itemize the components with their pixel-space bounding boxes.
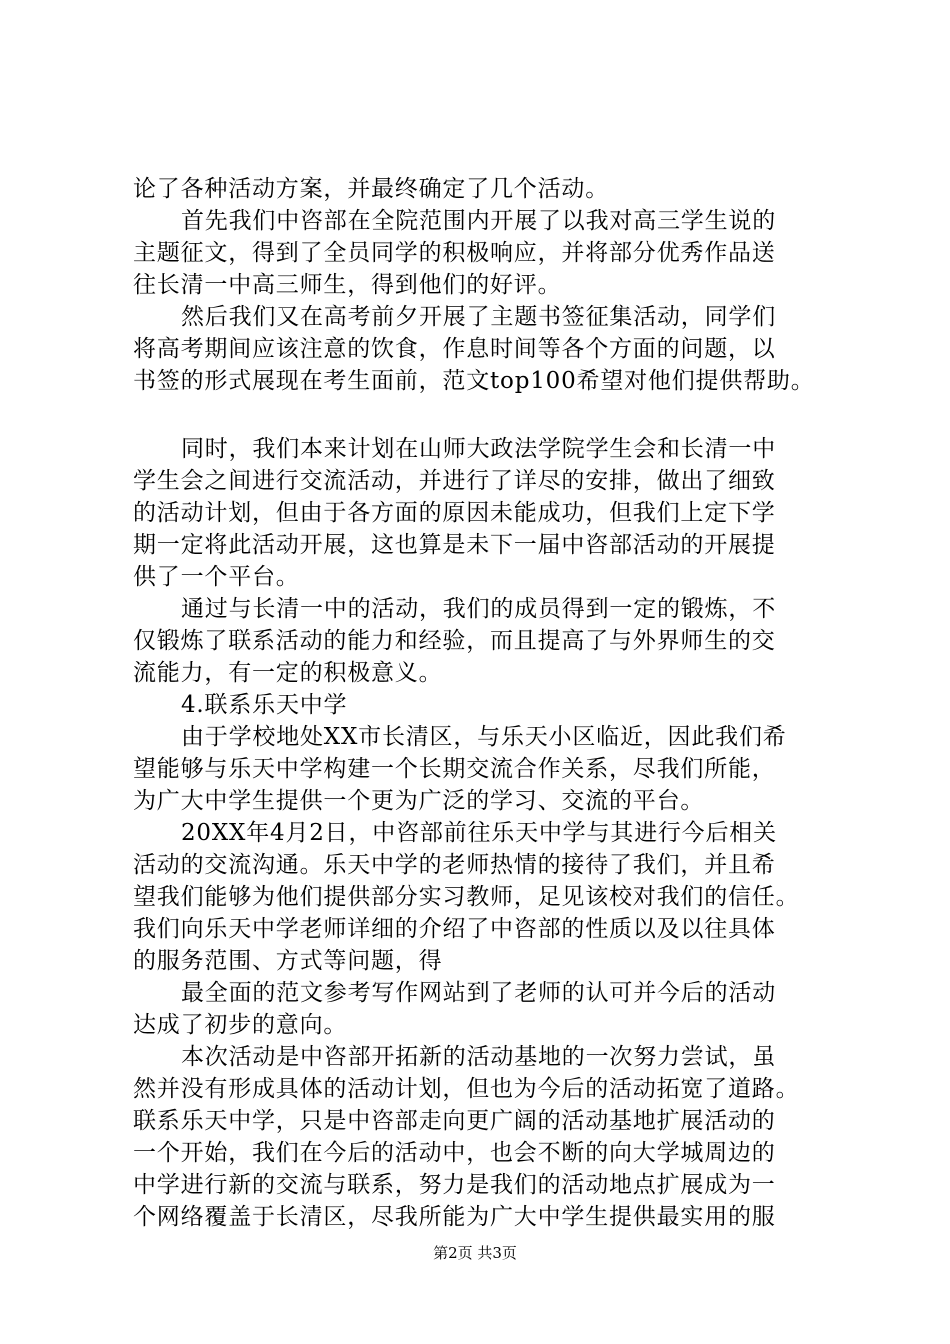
text-line: 仅锻炼了联系活动的能力和经验，而且提高了与外界师生的交	[133, 628, 776, 654]
page-number-footer: 第2页 共3页	[433, 1244, 517, 1262]
text-line: 为广大中学生提供一个更为广泛的学习、交流的平台。	[133, 788, 705, 814]
body-text	[133, 173, 853, 1233]
text-line: 往长清一中高三师生，得到他们的好评。	[133, 272, 562, 298]
text-line: 供了一个平台。	[133, 564, 300, 590]
text-line: 将高考期间应该注意的饮食，作息时间等各个方面的问题，以	[133, 336, 776, 362]
paragraph-start-line: 然后我们又在高考前夕开展了主题书签征集活动，同学们	[181, 304, 776, 330]
paragraph-start-line: 由于学校地处XX市长清区，与乐天小区临近，因此我们希	[181, 724, 787, 750]
text-line: 学生会之间进行交流活动，并进行了详尽的安排，做出了细致	[133, 468, 776, 494]
text-line: 主题征文，得到了全员同学的积极响应，并将部分优秀作品送	[133, 240, 776, 266]
text-line: 书签的形式展现在考生面前，范文top100希望对他们提供帮助。	[133, 368, 815, 394]
paragraph-start-line: 本次活动是中咨部开拓新的活动基地的一次努力尝试，虽	[181, 1044, 776, 1070]
text-line: 期一定将此活动开展，这也算是未下一届中咨部活动的开展提	[133, 532, 776, 558]
text-line: 望能够与乐天中学构建一个长期交流合作关系，尽我们所能，	[133, 756, 776, 782]
text-line: 的活动计划，但由于各方面的原因未能成功，但我们上定下学	[133, 500, 776, 526]
text-line: 联系乐天中学，只是中咨部走向更广阔的活动基地扩展活动的	[133, 1108, 776, 1134]
paragraph-start-line: 通过与长清一中的活动，我们的成员得到一定的锻炼，不	[181, 596, 776, 622]
text-line: 个网络覆盖于长清区，尽我所能为广大中学生提供最实用的服	[133, 1204, 776, 1230]
text-line: 流能力，有一定的积极意义。	[133, 660, 443, 686]
paragraph-start-line: 同时，我们本来计划在山师大政法学院学生会和长清一中	[181, 436, 776, 462]
text-line: 一个开始，我们在今后的活动中，也会不断的向大学城周边的	[133, 1140, 776, 1166]
text-line: 望我们能够为他们提供部分实习教师，足见该校对我们的信任。	[133, 884, 800, 910]
text-line: 达成了初步的意向。	[133, 1012, 348, 1038]
paragraph-start-line: 最全面的范文参考写作网站到了老师的认可并今后的活动	[181, 980, 776, 1006]
section-heading: 4.联系乐天中学	[181, 692, 348, 718]
text-line: 论了各种活动方案，并最终确定了几个活动。	[133, 176, 609, 202]
text-line: 活动的交流沟通。乐天中学的老师热情的接待了我们，并且希	[133, 852, 776, 878]
paragraph-start-line: 20XX年4月2日，中咨部前往乐天中学与其进行今后相关	[181, 820, 777, 846]
paragraph-start-line: 首先我们中咨部在全院范围内开展了以我对高三学生说的	[181, 208, 776, 234]
text-line: 然并没有形成具体的活动计划，但也为今后的活动拓宽了道路。	[133, 1076, 800, 1102]
text-line: 中学进行新的交流与联系，努力是我们的活动地点扩展成为一	[133, 1172, 776, 1198]
text-line: 我们向乐天中学老师详细的介绍了中咨部的性质以及以往具体	[133, 916, 776, 942]
paragraph-gap	[133, 397, 853, 433]
text-line: 的服务范围、方式等问题，得	[133, 948, 443, 974]
